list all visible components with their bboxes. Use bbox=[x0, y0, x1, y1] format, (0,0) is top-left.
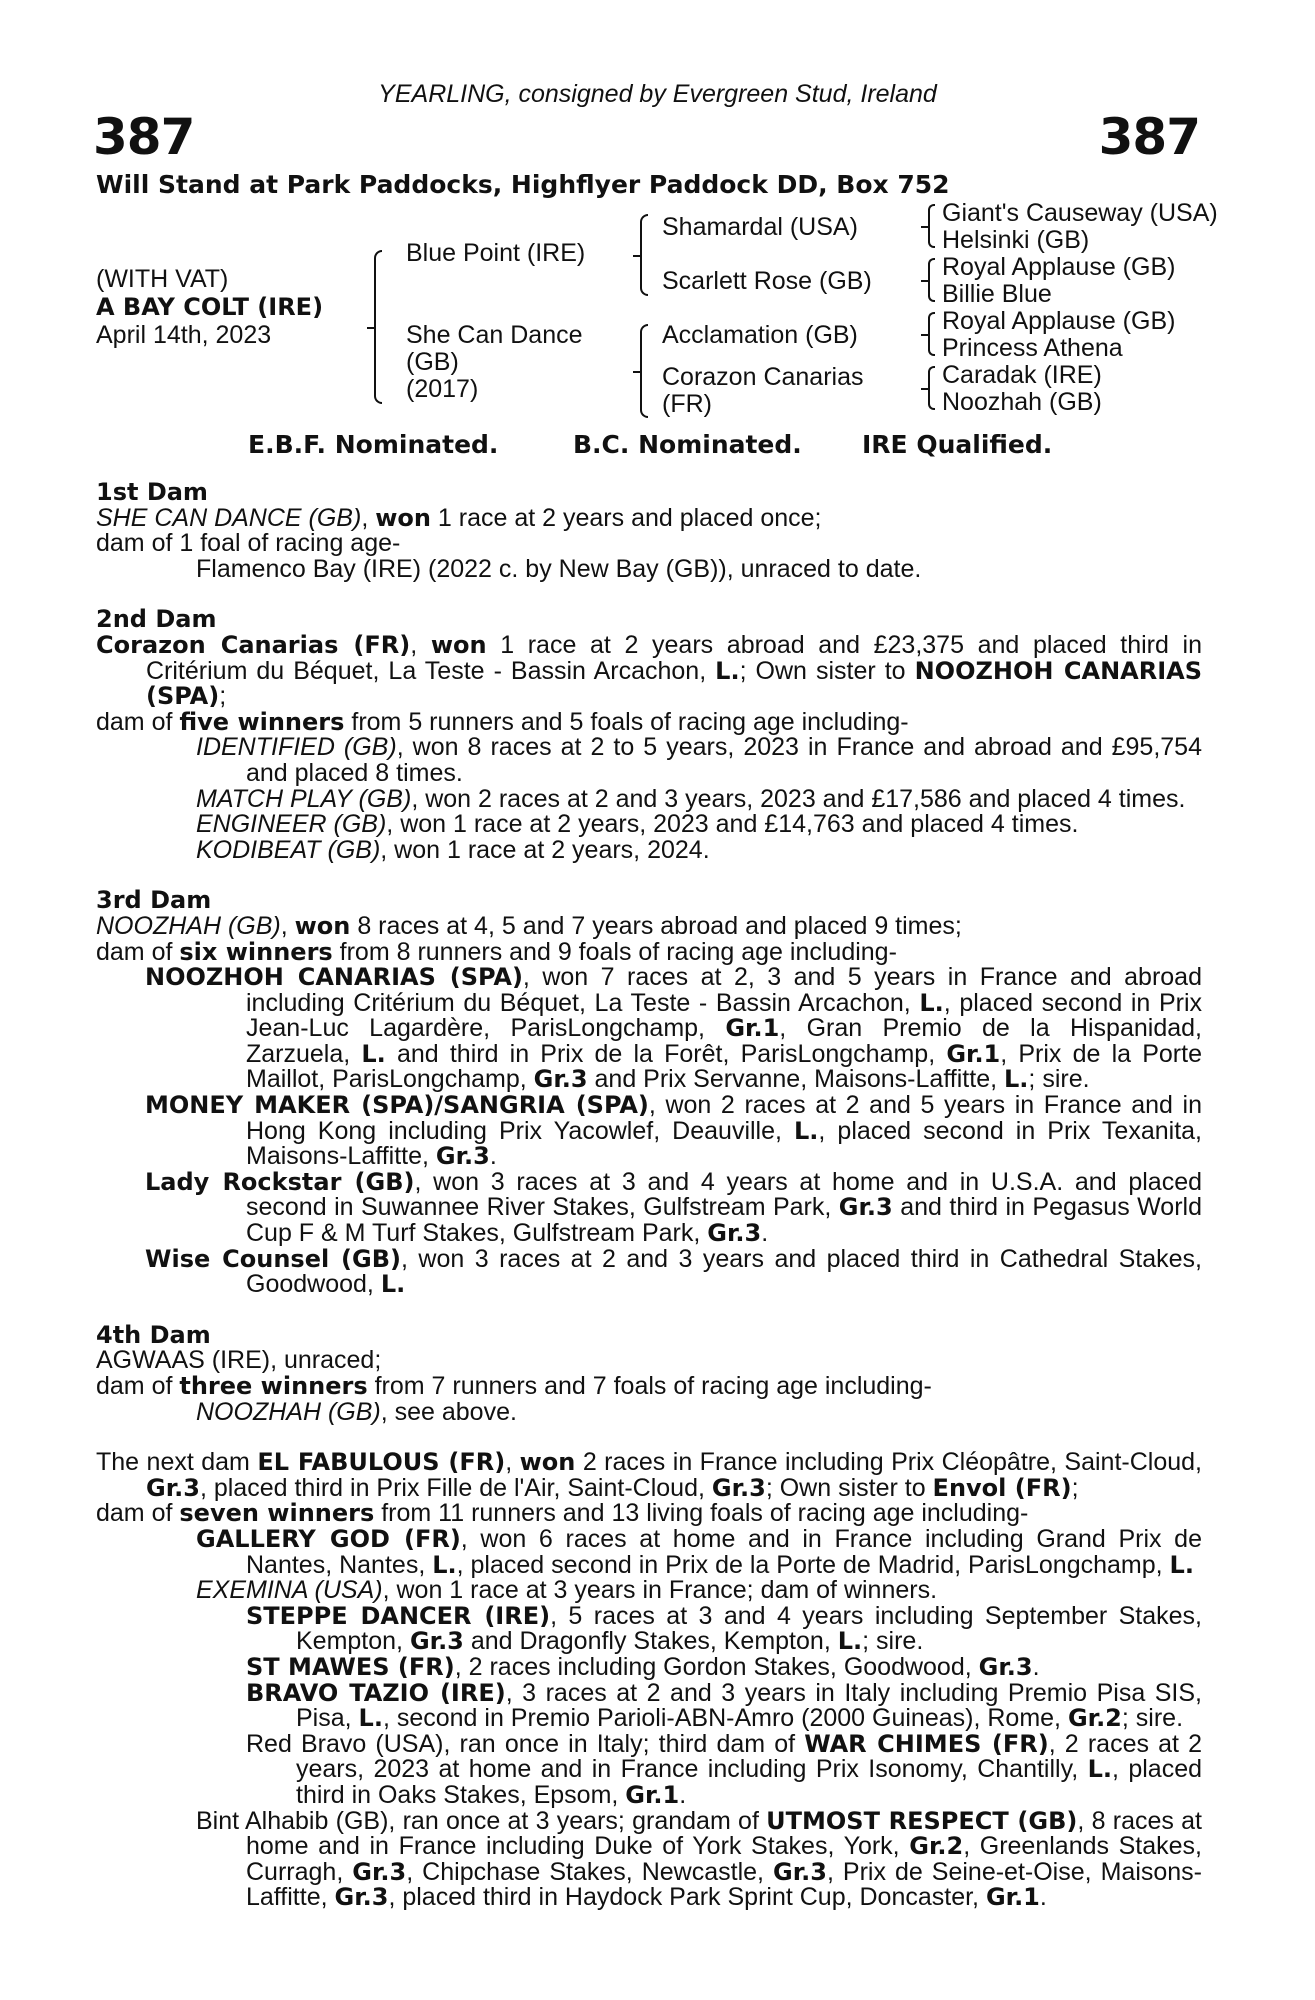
list-item bbox=[96, 1678, 1202, 1733]
won-label: won bbox=[375, 503, 431, 532]
horse-name: A BAY COLT (IRE) bbox=[96, 293, 324, 321]
produce-text: from 5 runners and 5 foals of racing age including- bbox=[344, 707, 909, 736]
winners-count: six winners bbox=[179, 937, 333, 966]
catalogue-body bbox=[96, 480, 1202, 1911]
record-text: , won 3 races at 2 and 3 years and placed third in Cathedral Stakes, Goodwood, bbox=[246, 1244, 1202, 1299]
record-text: 8 races at 4, 5 and 7 years abroad and placed 9 times; bbox=[350, 911, 962, 940]
record-text: , placed second in Prix de la Porte de Madrid, ParisLongchamp, bbox=[456, 1550, 1170, 1579]
produce-text: dam of bbox=[96, 1372, 180, 1400]
offspring-name: Wise Counsel (GB) bbox=[145, 1244, 401, 1273]
group-label: Gr.1 bbox=[625, 1780, 680, 1809]
first-dam-heading: 1st Dam bbox=[96, 478, 208, 506]
lot-number-right: 387 bbox=[1098, 108, 1200, 166]
offspring-name: STEPPE DANCER (IRE) bbox=[246, 1601, 551, 1630]
list-item bbox=[96, 1601, 1202, 1656]
record-text: , placed second in Prix Texanita, Maisons-Laffitte, bbox=[246, 1116, 1202, 1171]
list-item bbox=[96, 1244, 1202, 1299]
produce-text: dam of bbox=[96, 707, 180, 736]
list-item bbox=[96, 1578, 1202, 1604]
group-label: Gr.3 bbox=[711, 1473, 766, 1502]
list-item bbox=[96, 965, 1202, 1093]
listed-label: L. bbox=[919, 988, 944, 1017]
second-dam-heading: 2nd Dam bbox=[96, 605, 217, 634]
listed-label: L. bbox=[1087, 1755, 1112, 1784]
list-item bbox=[96, 1167, 1202, 1248]
record-text: ; sire. bbox=[862, 1627, 924, 1656]
group-label: Gr.3 bbox=[773, 1857, 827, 1886]
offspring-name: MONEY MAKER (SPA)/SANGRIA (SPA) bbox=[145, 1091, 649, 1120]
listed-label: L. bbox=[794, 1116, 819, 1145]
sire: Blue Point (IRE) bbox=[406, 239, 586, 267]
record-text: , 5 races at 3 and 4 years including September Stakes, Kempton, bbox=[296, 1601, 1202, 1656]
second-dam-record: Corazon Canarias (FR), won 1 race at 2 years abroad and £23,375 and placed third in Critérium du Béquet, La Teste - Bassin Arcachon, L.; Own sister to NOOZHOH CANARIAS (SPA); bbox=[96, 630, 1203, 711]
offspring-name: UTMOST RESPECT (GB) bbox=[766, 1806, 1078, 1835]
list-item bbox=[96, 1729, 1203, 1809]
record-text: , won 3 races at 3 and 4 years at home and in U.S.A. and placed second in Suwannee River Stakes, Gulfstream Park, bbox=[246, 1167, 1202, 1222]
lot-number-left: 387 bbox=[93, 108, 195, 166]
ss-dam: Helsinki (GB) bbox=[942, 226, 1090, 254]
record-text: , second in Premio Parioli-ABN-Amro (2000 Guineas), Rome, bbox=[382, 1704, 1068, 1733]
offspring-record: , won 2 races at 2 and 3 years, 2023 and £17,586 and placed 4 times. bbox=[411, 784, 1186, 813]
record-text: , won 2 races at 2 and 5 years in France and in Hong Kong including Prix Yacowlef, Deauville, bbox=[246, 1091, 1202, 1145]
record-text: , Prix de la Porte Maillot, ParisLongchamp, bbox=[246, 1039, 1202, 1094]
list-item: Flamenco Bay (IRE) (2022 c. by New Bay (GB)), unraced to date. bbox=[196, 554, 922, 583]
dam-dam-line1: Corazon Canarias bbox=[662, 363, 864, 391]
sire-dam: Scarlett Rose (GB) bbox=[662, 267, 872, 295]
offspring-name: ENGINEER (GB) bbox=[196, 810, 387, 839]
record-text: ; Own sister to bbox=[739, 656, 915, 685]
list-item bbox=[96, 812, 1202, 838]
listed-label: L. bbox=[358, 1704, 383, 1733]
offspring-name: NOOZHAH (GB) bbox=[196, 1397, 381, 1426]
offspring-record: , won 1 race at 3 years in France; dam of winners. bbox=[382, 1576, 938, 1605]
listed-label: L. bbox=[380, 1270, 406, 1299]
next-dam-produce bbox=[96, 1501, 1202, 1527]
won-label: won bbox=[294, 911, 351, 940]
listed-label: L. bbox=[1169, 1550, 1194, 1579]
record-text: ; sire. bbox=[1028, 1065, 1090, 1094]
offspring-name: MATCH PLAY (GB) bbox=[196, 784, 412, 813]
brace-ss bbox=[928, 204, 935, 248]
first-dam-produce: dam of 1 foal of racing age- bbox=[96, 529, 401, 558]
record-text: , placed second in Prix Jean-Luc Lagardère, ParisLongchamp, bbox=[246, 988, 1203, 1043]
brace-ds bbox=[928, 312, 935, 356]
record-text: . bbox=[1039, 1883, 1047, 1912]
third-dam-name: NOOZHAH (GB) bbox=[96, 911, 281, 940]
record-text: 1 race at 2 years abroad and £23,375 and placed third in Critérium du Béquet, La Teste - Bassin Arcachon, bbox=[146, 630, 1202, 685]
offspring-record: , see above. bbox=[380, 1397, 517, 1426]
listed-label: L. bbox=[432, 1550, 457, 1579]
group-label: Gr.1 bbox=[725, 1014, 780, 1043]
fourth-dam-heading: 4th Dam bbox=[96, 1320, 211, 1349]
list-item bbox=[96, 1524, 1202, 1579]
dam-dam-line2: (FR) bbox=[662, 390, 712, 418]
record-text: and third in Pegasus World Cup F & M Turf Stakes, Gulfstream Park, bbox=[246, 1193, 1202, 1248]
record-text: , Gran Premio de la Hispanidad, Zarzuela, bbox=[246, 1014, 1202, 1068]
list-item bbox=[96, 735, 1202, 786]
record-text: 1 race at 2 years and placed once; bbox=[430, 503, 822, 532]
list-item bbox=[96, 1093, 1202, 1170]
offspring-record: , won 1 race at 2 years, 2023 and £14,763 and placed 4 times. bbox=[386, 810, 1079, 839]
third-dam-record: NOOZHAH (GB), won 8 races at 4, 5 and 7 years abroad and placed 9 times; bbox=[96, 911, 962, 940]
vat-note: (WITH VAT) bbox=[96, 265, 229, 293]
foaling-date: April 14th, 2023 bbox=[96, 321, 272, 349]
record-text: , 2 races at 2 years, 2023 at home and in France including Prix Isonomy, Chantilly, bbox=[296, 1729, 1202, 1784]
dam-sire: Acclamation (GB) bbox=[662, 321, 858, 349]
sister-name: Envol (FR) bbox=[932, 1473, 1072, 1502]
stand-location: Will Stand at Park Paddocks, Highflyer Paddock DD, Box 752 bbox=[96, 170, 950, 199]
group-label: Gr.3 bbox=[146, 1473, 200, 1502]
group-label: Gr.2 bbox=[909, 1832, 964, 1861]
offspring-record: , won 8 races at 2 to 5 years, 2023 in France and abroad and £95,754 and placed 8 times. bbox=[246, 733, 1202, 787]
offspring-name: KODIBEAT (GB) bbox=[196, 835, 381, 864]
fourth-dam-produce bbox=[96, 1374, 1202, 1400]
bc-nominated: B.C. Nominated. bbox=[573, 430, 802, 459]
brace-dam bbox=[640, 324, 648, 418]
record-text: and third in Prix de la Forêt, ParisLongchamp, bbox=[385, 1039, 947, 1068]
ebf-nominated: E.B.F. Nominated. bbox=[248, 430, 499, 459]
listed-label: L. bbox=[837, 1627, 863, 1656]
offspring-name: BRAVO TAZIO (IRE) bbox=[246, 1678, 506, 1707]
group-label: Gr.3 bbox=[838, 1193, 893, 1222]
offspring-name: WAR CHIMES (FR) bbox=[804, 1729, 1049, 1758]
record-text: , won 7 races at 2, 3 and 5 years in France and abroad including Critérium du Béquet, La Teste - Bassin Arcachon, bbox=[246, 963, 1202, 1017]
sd-sire: Royal Applause (GB) bbox=[942, 253, 1176, 281]
group-label: Gr.3 bbox=[409, 1627, 464, 1656]
offspring-record: , won 1 race at 2 years, 2024. bbox=[380, 835, 710, 864]
ds-sire: Royal Applause (GB) bbox=[942, 307, 1176, 335]
record-text: , Greenlands Stakes, Curragh, bbox=[246, 1832, 1202, 1886]
group-label: Gr.3 bbox=[435, 1142, 490, 1171]
winners-count: seven winners bbox=[179, 1499, 375, 1528]
third-dam-produce bbox=[96, 937, 1202, 966]
list-item bbox=[96, 784, 1202, 813]
winners-count: three winners bbox=[179, 1372, 368, 1400]
second-dam-name: Corazon Canarias (FR) bbox=[96, 630, 411, 659]
dd-sire: Caradak (IRE) bbox=[942, 361, 1102, 389]
record-text: and Prix Servanne, Maisons-Laffitte, bbox=[587, 1065, 1004, 1094]
record-text: The next dam bbox=[96, 1448, 258, 1477]
listed-label: L. bbox=[1004, 1065, 1029, 1094]
list-item bbox=[96, 835, 1202, 864]
record-text: . bbox=[679, 1780, 687, 1809]
sire-sire: Shamardal (USA) bbox=[662, 213, 858, 241]
first-dam-name: SHE CAN DANCE (GB) bbox=[96, 503, 362, 532]
brace-parents bbox=[374, 250, 382, 404]
ds-dam: Princess Athena bbox=[942, 334, 1123, 362]
produce-text: from 11 runners and 13 living foals of racing age including- bbox=[374, 1499, 1029, 1528]
record-text: , 3 races at 2 and 3 years in Italy including Premio Pisa SIS, Pisa, bbox=[296, 1678, 1202, 1733]
record-text: 2 races in France including Prix Cléopâtre, Saint-Cloud, bbox=[575, 1448, 1202, 1477]
group-label: Gr.1 bbox=[985, 1883, 1040, 1912]
won-label: won bbox=[430, 630, 487, 659]
ire-qualified: IRE Qualified. bbox=[862, 430, 1053, 459]
group-label: Gr.3 bbox=[334, 1883, 389, 1912]
list-item bbox=[96, 1652, 1202, 1681]
offspring-name: Lady Rockstar (GB) bbox=[145, 1167, 415, 1196]
second-dam-produce bbox=[96, 707, 1202, 736]
listed-label: L. bbox=[361, 1039, 386, 1068]
produce-text: from 8 runners and 9 foals of racing age including- bbox=[332, 937, 897, 966]
record-text: ; bbox=[1071, 1473, 1079, 1502]
consignment-line: YEARLING, consigned by Evergreen Stud, Ireland bbox=[378, 80, 937, 108]
record-text: , 8 races at home and in France including Duke of York Stakes, York, bbox=[246, 1806, 1203, 1861]
group-label: Gr.1 bbox=[946, 1039, 1001, 1068]
offspring-name: ST MAWES (FR) bbox=[246, 1652, 455, 1681]
next-dam-record: The next dam EL FABULOUS (FR), won 2 races in France including Prix Cléopâtre, Saint-Cloud, Gr.3, placed third in Prix Fille de l'Air, Saint-Cloud, Gr.3; Own sister to Envol (FR); bbox=[96, 1448, 1202, 1502]
record-text: ; bbox=[219, 682, 227, 711]
record-text: , won 6 races at home and in France including Grand Prix de Nantes, Nantes, bbox=[246, 1524, 1202, 1579]
record-text: , Chipchase Stakes, Newcastle, bbox=[406, 1857, 773, 1886]
produce-text: dam of bbox=[96, 1499, 180, 1528]
offspring-name: EXEMINA (USA) bbox=[196, 1576, 383, 1605]
sister-name: NOOZHOH CANARIAS (SPA) bbox=[146, 656, 1203, 711]
listed-label: L. bbox=[715, 656, 740, 685]
brace-dd bbox=[928, 366, 935, 410]
record-text: Bint Alhabib (GB), ran once at 3 years; grandam of bbox=[196, 1806, 767, 1835]
fourth-dam-record: AGWAAS (IRE), unraced; bbox=[96, 1346, 382, 1375]
dam-line2: (GB) bbox=[406, 348, 459, 376]
offspring-name: IDENTIFIED (GB) bbox=[196, 733, 397, 762]
record-text: , placed third in Oaks Stakes, Epsom, bbox=[296, 1755, 1203, 1809]
record-text: ; sire. bbox=[1121, 1704, 1184, 1733]
record-text: , placed third in Haydock Park Sprint Cup, Doncaster, bbox=[388, 1883, 986, 1912]
record-text: ; Own sister to bbox=[765, 1473, 933, 1502]
group-label: Gr.3 bbox=[707, 1219, 762, 1248]
brace-sd bbox=[928, 258, 935, 302]
list-item bbox=[96, 1397, 1202, 1426]
record-text: and Dragonfly Stakes, Kempton, bbox=[463, 1627, 838, 1656]
dam-line3: (2017) bbox=[406, 375, 479, 403]
group-label: Gr.2 bbox=[1067, 1704, 1122, 1733]
won-label: won bbox=[519, 1448, 576, 1477]
produce-text: dam of bbox=[96, 937, 180, 966]
record-text: , Prix de Seine-et-Oise, Maisons-Laffitte, bbox=[246, 1857, 1203, 1912]
ss-sire: Giant's Causeway (USA) bbox=[942, 199, 1218, 227]
record-text: . bbox=[489, 1142, 497, 1171]
group-label: Gr.3 bbox=[533, 1065, 588, 1094]
record-text: Red Bravo (USA), ran once in Italy; third dam of bbox=[246, 1729, 805, 1758]
dd-dam: Noozhah (GB) bbox=[942, 388, 1102, 416]
offspring-name: NOOZHOH CANARIAS (SPA) bbox=[145, 963, 523, 992]
record-text: , 2 races including Gordon Stakes, Goodwood, bbox=[454, 1652, 979, 1681]
record-text: , placed third in Prix Fille de l'Air, Saint-Cloud, bbox=[199, 1473, 712, 1502]
record-text: . bbox=[761, 1219, 769, 1248]
list-item bbox=[96, 1806, 1203, 1912]
group-label: Gr.3 bbox=[352, 1857, 407, 1886]
third-dam-heading: 3rd Dam bbox=[96, 886, 212, 915]
first-dam-record: SHE CAN DANCE (GB), won 1 race at 2 years and placed once; bbox=[96, 503, 822, 532]
sd-dam: Billie Blue bbox=[942, 280, 1052, 308]
dam-line1: She Can Dance bbox=[406, 321, 583, 349]
record-text: . bbox=[1032, 1652, 1040, 1681]
produce-text: from 7 runners and 7 foals of racing age including- bbox=[367, 1372, 932, 1400]
offspring-name: GALLERY GOD (FR) bbox=[196, 1524, 461, 1553]
brace-sire bbox=[640, 214, 648, 296]
winners-count: five winners bbox=[179, 707, 345, 736]
group-label: Gr.3 bbox=[978, 1652, 1033, 1681]
next-dam-name: EL FABULOUS (FR) bbox=[257, 1448, 506, 1477]
